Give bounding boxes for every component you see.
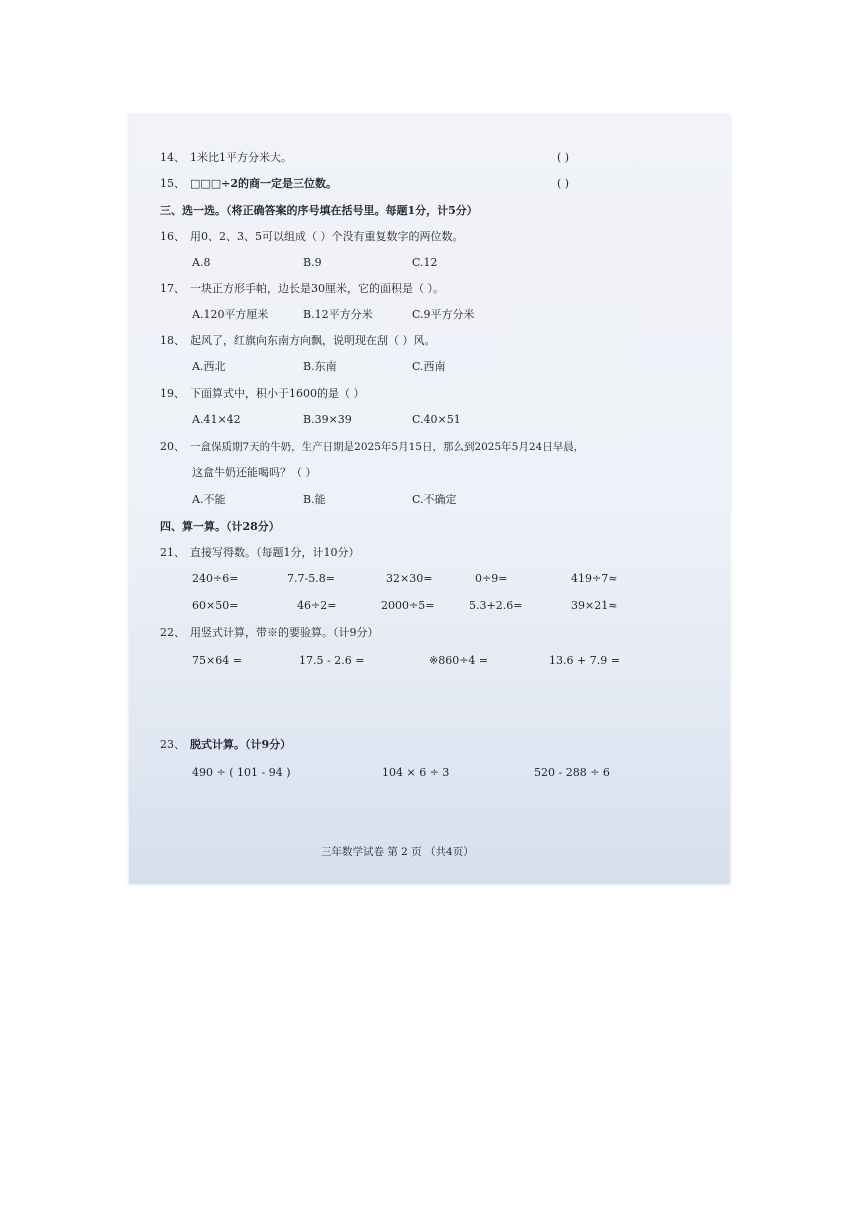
mental-math-item: 5.3+2.6= [469,599,523,612]
mental-math-item: 2000÷5= [381,599,435,612]
question-number: 22、 [160,626,185,639]
answer-blank: ( ) [557,177,570,190]
question-text: 用竖式计算，带※的要验算。（计9分） [190,626,379,639]
vertical-calc-item: ※860÷4 = [429,654,489,667]
question-number: 16、 [160,230,185,243]
question-number: 20、 [160,440,185,453]
option-b: B.12平方分米 [303,308,373,321]
question-number: 18、 [160,334,185,347]
vertical-calc-item: 17.5 - 2.6 = [299,654,365,667]
option-c: C.40×51 [412,413,461,426]
option-b: B.9 [303,256,322,269]
question-text: 1米比1平方分米大。 [190,151,292,164]
step-calc-item: 490 ÷ ( 101 - 94 ) [192,766,291,779]
option-a: A.不能 [192,493,226,506]
question-number: 14、 [160,151,185,164]
question-number: 19、 [160,387,185,400]
question-text: 直接写得数。（每题1分，计10分） [190,546,360,559]
mental-math-item: 7.7-5.8= [287,572,335,585]
option-a: A.41×42 [192,413,241,426]
question-text-line2: 这盒牛奶还能喝吗？（ ） [192,466,317,479]
mental-math-item: 46÷2= [297,599,337,612]
mental-math-item: 240÷6= [192,572,239,585]
mental-math-item: 0÷9= [475,572,508,585]
question-text: 一块正方形手帕，边长是30厘米，它的面积是（ ）。 [190,282,444,295]
question-text: 起风了，红旗向东南方向飘，说明现在刮（ ）风。 [190,334,436,347]
question-text: 下面算式中，积小于1600的是（ ） [190,387,365,400]
scanned-exam-page [129,115,730,884]
question-number: 21、 [160,546,185,559]
mental-math-item: 419÷7≈ [571,572,618,585]
question-text: 一盒保质期7天的牛奶，生产日期是2025年5月15日，那么到2025年5月24日早晨， [190,441,585,453]
mental-math-item: 32×30= [386,572,433,585]
question-text: 脱式计算。（计9分） [190,738,292,751]
step-calc-item: 104 × 6 ÷ 3 [382,766,450,779]
option-a: A.120平方厘米 [192,308,269,321]
mental-math-item: 60×50= [192,599,239,612]
vertical-calc-item: 75×64 = [192,654,242,667]
question-text: □□□÷2的商一定是三位数。 [190,177,338,190]
page-footer: 三年数学试卷 第 2 页 （共4页） [321,846,474,858]
option-b: B.能 [303,493,326,506]
option-c: C.12 [412,256,438,269]
option-a: A.西北 [192,360,226,373]
question-number: 15、 [160,177,185,190]
question-number: 17、 [160,282,185,295]
step-calc-item: 520 - 288 ÷ 6 [534,766,610,779]
option-a: A.8 [192,256,211,269]
vertical-calc-item: 13.6 + 7.9 = [549,654,620,667]
option-c: C.不确定 [412,493,457,506]
option-c: C.西南 [412,360,446,373]
option-b: B.39×39 [303,413,352,426]
option-c: C.9平方分米 [412,308,475,321]
mental-math-item: 39×21≈ [571,599,618,612]
section-heading: 三、选一选。（将正确答案的序号填在括号里。每题1分，计5分） [160,204,478,217]
section-heading: 四、算一算。（计28分） [160,520,280,533]
question-number: 23、 [160,738,185,751]
answer-blank: ( ) [557,151,570,164]
question-text: 用0、2、3、5可以组成（ ）个没有重复数字的两位数。 [190,230,464,243]
option-b: B.东南 [303,360,337,373]
